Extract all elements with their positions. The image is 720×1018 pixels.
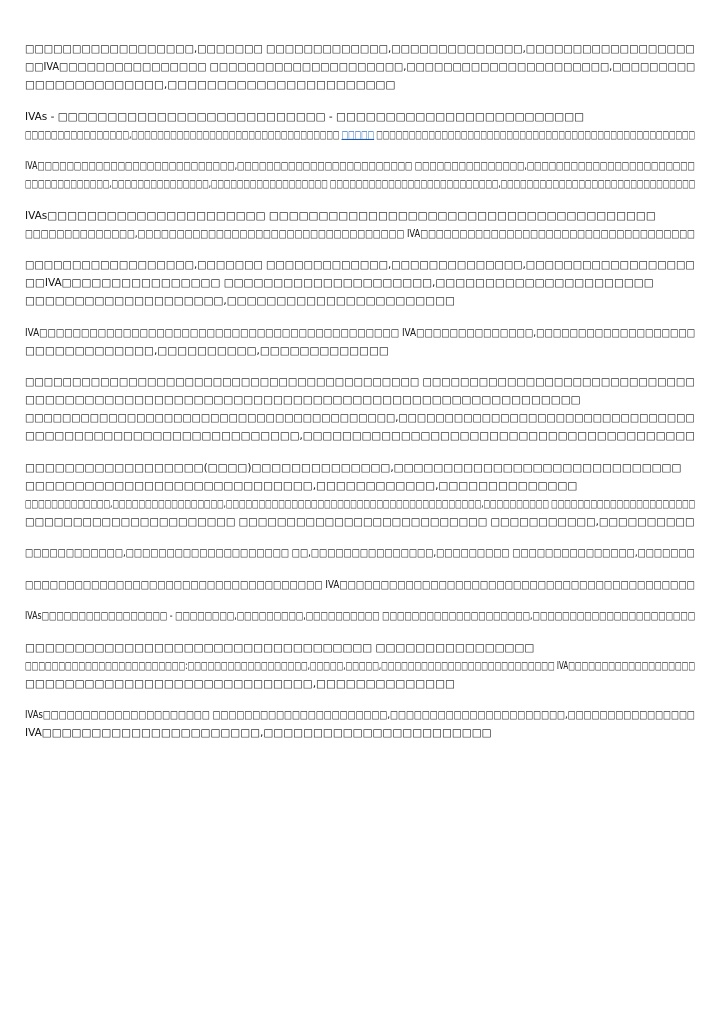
text-line: IVA□□□□□□□□□□□□□□□□□□□□□□,□□□□□□□□□□□□□□□□□□□□□□□ bbox=[25, 727, 492, 739]
inline-link[interactable]: □□□□□ bbox=[341, 128, 375, 141]
text-line: □□□□□□□□□□□□□□,□□□□□□□□□□□□□□□□□□□□□□□ bbox=[25, 79, 396, 91]
text-line: □□□□□□□□□□□□□□□□□□□□□□□□□□□□□□□□□□□ □□□□□□□□□□□□□□□□ bbox=[25, 641, 535, 654]
paragraph-5 bbox=[25, 256, 695, 310]
paragraph-1 bbox=[25, 40, 695, 94]
paragraph-3 bbox=[25, 157, 695, 193]
text-line: □□□□□□□□□□□□□□□□□□(□□□□)□□□□□□□□□□□□□□,□□□□□□□□□□□□□□□□□□□□□□□□□□□□□ bbox=[25, 461, 682, 474]
text-line: □□□□□□□□□□□□□□□□□□,□□□□□□□ □□□□□□□□□□□□□,□□□□□□□□□□□□□□,□□□□□□□□□□□□□□□□□□ bbox=[25, 259, 695, 271]
text-line: IVAs□□□□□□□□□□□□□□□□□ - □□□□□□□□,□□□□□□□□□,□□□□□□□□□□ □□□□□□□□□□□□□□□□□□□□,□□□□□□□□□□□□□□□□□□□□□□ bbox=[25, 610, 696, 622]
text-line: □□□□□□□□□□□□□□,□□□□□□□□□□□□□□□□□□□□□□□□□□□□□□□□□□ IVA□□□□□□□□□□□□□□□□□□□□□□□□□□□□□□□□□□□ bbox=[25, 227, 695, 240]
paragraph-2 bbox=[25, 108, 695, 144]
paragraph-11 bbox=[25, 607, 695, 625]
paragraph-10 bbox=[25, 576, 695, 594]
text-line: IVA□□□□□□□□□□□□□□□□□□□□□□□□□□□,□□□□□□□□□□□□□□□□□□□□□□□□ □□□□□□□□□□□□□□□,□□□□□□□□□□□□□□□□□□□□□□□ bbox=[25, 160, 695, 172]
text-line bbox=[25, 126, 695, 144]
paragraph-9 bbox=[25, 544, 695, 562]
text-line: □□IVA□□□□□□□□□□□□□□□□ □□□□□□□□□□□□□□□□□□□□□,□□□□□□□□□□□□□□□□□□□□□□,□□□□□□□□□ bbox=[25, 61, 696, 73]
paragraph-8 bbox=[25, 459, 695, 531]
paragraph-4 bbox=[25, 207, 695, 243]
text-segment: □□□□□□□□□□□□□□□□□□□□□□□□□□□□□□□□□□□□□□□□□□□□□□□□□ bbox=[374, 128, 695, 141]
paragraph-12 bbox=[25, 639, 695, 693]
text-line: □□□□□□□□□□□□□,□□□□□□□□□□□□□□□,□□□□□□□□□□□□□□□□□□ □□□□□□□□□□□□□□□□□□□□□□□□□□,□□□□□□□□□□□□□□□□□□□□□□□□□□□□□□ bbox=[25, 178, 696, 190]
text-line: □□□□□□□□□□□□□□□□□□□□□□□□□□□□□□□□□□□□□□□□□□ □□□□□□□□□□□□□□□□□□□□□□□□□□□□□ bbox=[25, 376, 695, 388]
text-line: □□□□□□□□□□□□□□□□□□□□□□□□□□□□,□□□□□□□□□□□□□□□□□□□□□□□□□□□□□□□□□□□□□□□□ bbox=[25, 430, 695, 442]
text-line: IVAs□□□□□□□□□□□□□□□□□□□□□ □□□□□□□□□□□□□□□□□□□□□□,□□□□□□□□□□□□□□□□□□□□□□,□□□□□□□□□□□□□□□□ bbox=[25, 709, 695, 721]
text-line: □□□□□□□□□□□□□□□□□□□□□□□□□□□□□□□□□□□□ IVA□□□□□□□□□□□□□□□□□□□□□□□□□□□□□□□□□□□□□□□□□□□ bbox=[25, 578, 695, 591]
text-line: □□□□□□□□□□□□□□□□□□□□□□□□:□□□□□□□□□□□□□□□□□□,□□□□□,□□□□□,□□□□□□□□□□□□□□□□□□□□□□□□□□ IVA□□□□□□□□□□□□□□□□□□□ bbox=[25, 659, 695, 672]
text-line: □□□□□□□□□□□□□,□□□□□□□□□□□□□□□□□,□□□□□□□□□□□□□□□□□□□□□□□□□□□□□□□□□□□□□□□,□□□□□□□□□□ □□□□□□□□□□□□□□□□□□□□□□ bbox=[25, 497, 696, 510]
text-line: □□IVA□□□□□□□□□□□□□□□□ □□□□□□□□□□□□□□□□□□□□□,□□□□□□□□□□□□□□□□□□□□□□ bbox=[25, 277, 654, 289]
text-line: □□□□□□□□□□□□□□□□□□□□□□□□□□□□□□□□□□□□□□□□□□□□□□□□□□□□□□□□ bbox=[25, 394, 581, 406]
text-line: IVAs□□□□□□□□□□□□□□□□□□□□□□ □□□□□□□□□□□□□□□□□□□□□□□□□□□□□□□□□□□□□□□ bbox=[25, 209, 656, 222]
text-line: □□□□□□□□□□□□□,□□□□□□□□□□,□□□□□□□□□□□□□ bbox=[25, 344, 389, 357]
text-line: IVA□□□□□□□□□□□□□□□□□□□□□□□□□□□□□□□□□□□□□□□□□□□ IVA□□□□□□□□□□□□□□,□□□□□□□□□□□□□□□□□□□ bbox=[25, 326, 696, 339]
paragraph-6 bbox=[25, 324, 695, 360]
text-line: □□□□□□□□□□□□,□□□□□□□□□□□□□□□□□□□□ □□,□□□□□□□□□□□□□□□,□□□□□□□□□ □□□□□□□□□□□□□□□,□□□□□□□ bbox=[25, 547, 695, 559]
paragraph-13 bbox=[25, 706, 695, 742]
text-line: □□□□□□□□□□□□□□□□□□□□□□□□□□□□□,□□□□□□□□□□□□,□□□□□□□□□□□□□□ bbox=[25, 479, 578, 492]
text-line: IVAs - □□□□□□□□□□□□□□□□□□□□□□□□□□□ - □□□□□□□□□□□□□□□□□□□□□□□□□ bbox=[25, 110, 585, 123]
text-line: □□□□□□□□□□□□□□□□□□□□□□ □□□□□□□□□□□□□□□□□□□□□□□□□□ □□□□□□□□□□□,□□□□□□□□□□ bbox=[25, 515, 695, 528]
text-segment: □□□□□□□□□□□□□□□□,□□□□□□□□□□□□□□□□□□□□□□□□□□□□□□□□ bbox=[25, 128, 342, 141]
text-line: □□□□□□□□□□□□□□□□□□□□□□□□□□□□□,□□□□□□□□□□□□□□ bbox=[25, 677, 455, 690]
text-line: □□□□□□□□□□□□□□□□□□,□□□□□□□ □□□□□□□□□□□□□,□□□□□□□□□□□□□□,□□□□□□□□□□□□□□□□□□ bbox=[25, 43, 695, 55]
document-body bbox=[25, 40, 695, 756]
text-line: □□□□□□□□□□□□□□□□□□□□,□□□□□□□□□□□□□□□□□□□□□□□ bbox=[25, 295, 455, 307]
paragraph-7 bbox=[25, 373, 695, 445]
text-line: □□□□□□□□□□□□□□□□□□□□□□□□□□□□□□□□□□□□□□□□,□□□□□□□□□□□□□□□□□□□□□□□□□□□□□□□□ bbox=[25, 412, 695, 424]
